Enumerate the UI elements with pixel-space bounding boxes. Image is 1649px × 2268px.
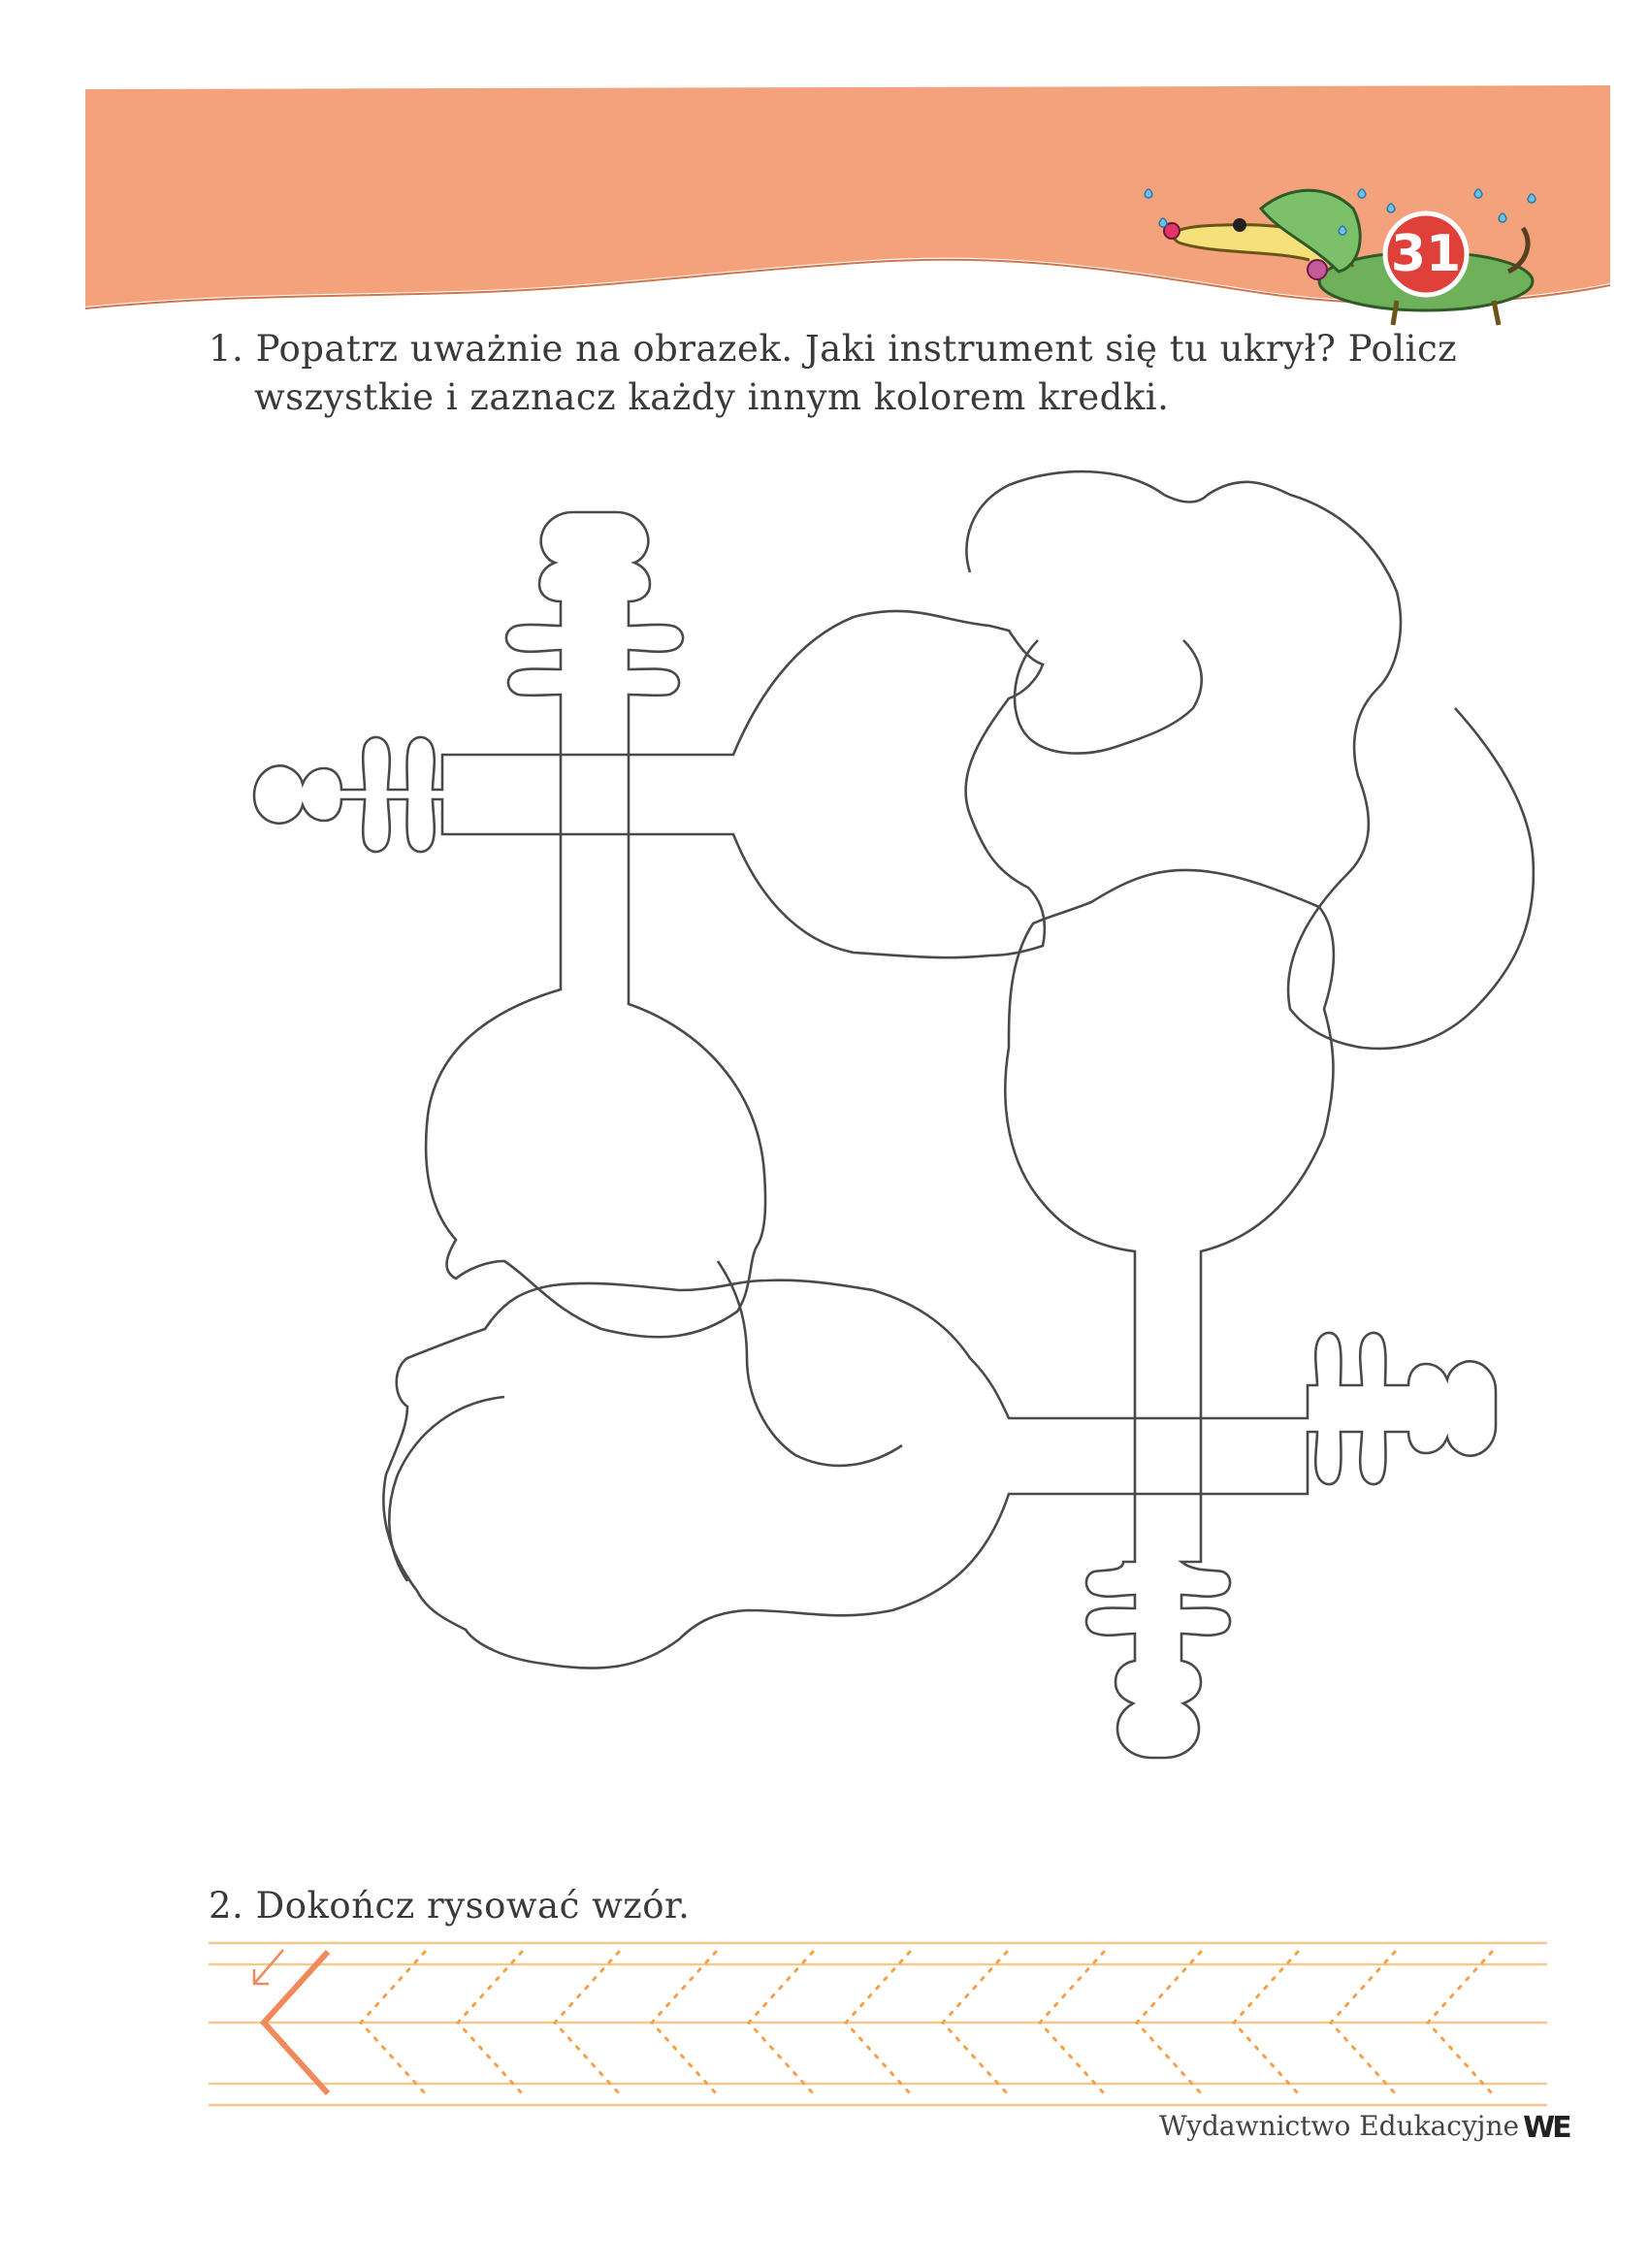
publisher-credit xyxy=(1159,2110,1569,2145)
task-1-line-2: wszystkie i zaznacz każdy innym kolorem kredki. xyxy=(254,376,1170,418)
task-2-instruction: 2. Dokończ rysować wzór. xyxy=(209,1885,691,1927)
page-number: 31 xyxy=(1390,225,1462,283)
publisher-logo: WE xyxy=(1523,2111,1569,2145)
guide-lines xyxy=(209,1943,1547,2105)
publisher-name: Wydawnictwo Edukacyjne xyxy=(1159,2110,1520,2142)
arrow-icon xyxy=(254,1950,283,1984)
task-1-line-1: 1. Popatrz uważnie na obrazek. Jaki instrument się tu ukrył? Policz xyxy=(209,328,1458,370)
